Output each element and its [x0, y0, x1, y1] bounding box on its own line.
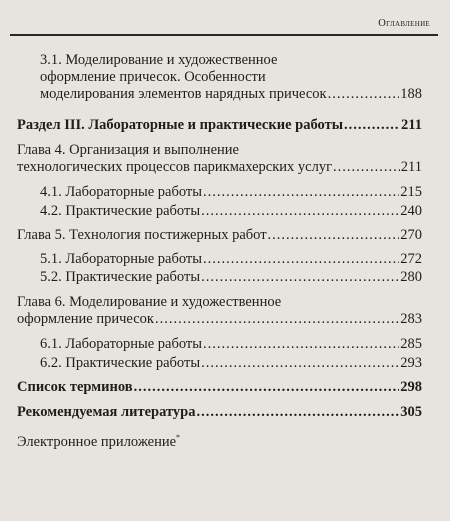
dot-leader [201, 355, 399, 372]
toc-entry-references[interactable] [17, 404, 422, 421]
toc-entry-chapter-5[interactable] [17, 227, 422, 244]
toc-entry-title: 5.1. Лабораторные работы [40, 251, 202, 267]
toc-entry-5-2[interactable] [40, 269, 422, 286]
page-number: 298 [400, 379, 422, 395]
toc-entry-6-1[interactable] [40, 336, 422, 353]
page-number: 283 [400, 311, 422, 327]
toc-entry-title: Глава 5. Технология постижерных работ [17, 227, 267, 243]
page-number: 280 [400, 269, 422, 285]
dot-leader [268, 227, 400, 244]
toc-entry-3-1[interactable] [40, 52, 422, 103]
running-header [0, 0, 450, 40]
toc-entry-glossary[interactable] [17, 379, 422, 396]
dot-leader [134, 379, 400, 396]
toc-entry-section-3[interactable] [17, 117, 422, 134]
dot-leader [196, 404, 399, 421]
toc-entry-title: Рекомендуемая литература [17, 404, 196, 420]
page-number: 285 [400, 336, 422, 352]
toc-entry-line: Глава 4. Организация и выполнение [17, 142, 239, 158]
toc-entry-line: Глава 6. Моделирование и художественное [17, 294, 282, 310]
toc-entry-title: 6.2. Практические работы [40, 355, 201, 371]
toc-entry-title: Раздел III. Лабораторные и практические работы [17, 117, 344, 133]
page-number: 293 [400, 355, 422, 371]
header-title: Оглавление [378, 18, 430, 29]
toc-entry-electronic-appendix[interactable] [17, 429, 422, 451]
dot-leader [203, 184, 399, 201]
dot-leader [203, 336, 399, 353]
toc-entry-title: Список терминов [17, 379, 133, 395]
page-number: 188 [400, 86, 422, 102]
toc-entry-title: 4.2. Практические работы [40, 203, 201, 219]
header-rule [10, 34, 438, 36]
page-number: 215 [400, 184, 422, 200]
toc-entry-title: Электронное приложение [17, 433, 177, 450]
toc-entry-line: оформление причесок. Особенности [40, 69, 266, 85]
page-number: 211 [401, 117, 422, 133]
toc-entry-title: 6.1. Лабораторные работы [40, 336, 202, 352]
toc-entry-title: технологических процессов парикмахерских услуг [17, 159, 333, 175]
toc-entry-chapter-4[interactable] [17, 142, 422, 176]
dot-leader [333, 159, 400, 176]
footnote-mark: * [176, 433, 181, 442]
dot-leader [203, 251, 399, 268]
toc-entry-4-2[interactable] [40, 203, 422, 220]
page-number: 211 [400, 159, 422, 175]
dot-leader [328, 86, 400, 103]
toc-entry-title: 5.2. Практические работы [40, 269, 201, 285]
dot-leader [155, 311, 399, 328]
page-number: 305 [400, 404, 422, 420]
toc-entry-5-1[interactable] [40, 251, 422, 268]
toc-entry-title: 4.1. Лабораторные работы [40, 184, 202, 200]
toc-entry-line: 3.1. Моделирование и художественное [40, 52, 278, 68]
page-number: 270 [400, 227, 422, 243]
toc-entry-4-1[interactable] [40, 184, 422, 201]
toc-entry-title: моделирования элементов нарядных причесок [40, 86, 327, 102]
toc-entry-title: оформление причесок [17, 311, 154, 327]
page-number: 240 [400, 203, 422, 219]
dot-leader [201, 203, 399, 220]
dot-leader [344, 117, 400, 134]
toc-entry-6-2[interactable] [40, 355, 422, 372]
dot-leader [201, 269, 399, 286]
page-number: 272 [400, 251, 422, 267]
table-of-contents [0, 46, 450, 521]
toc-entry-chapter-6[interactable] [17, 294, 422, 328]
